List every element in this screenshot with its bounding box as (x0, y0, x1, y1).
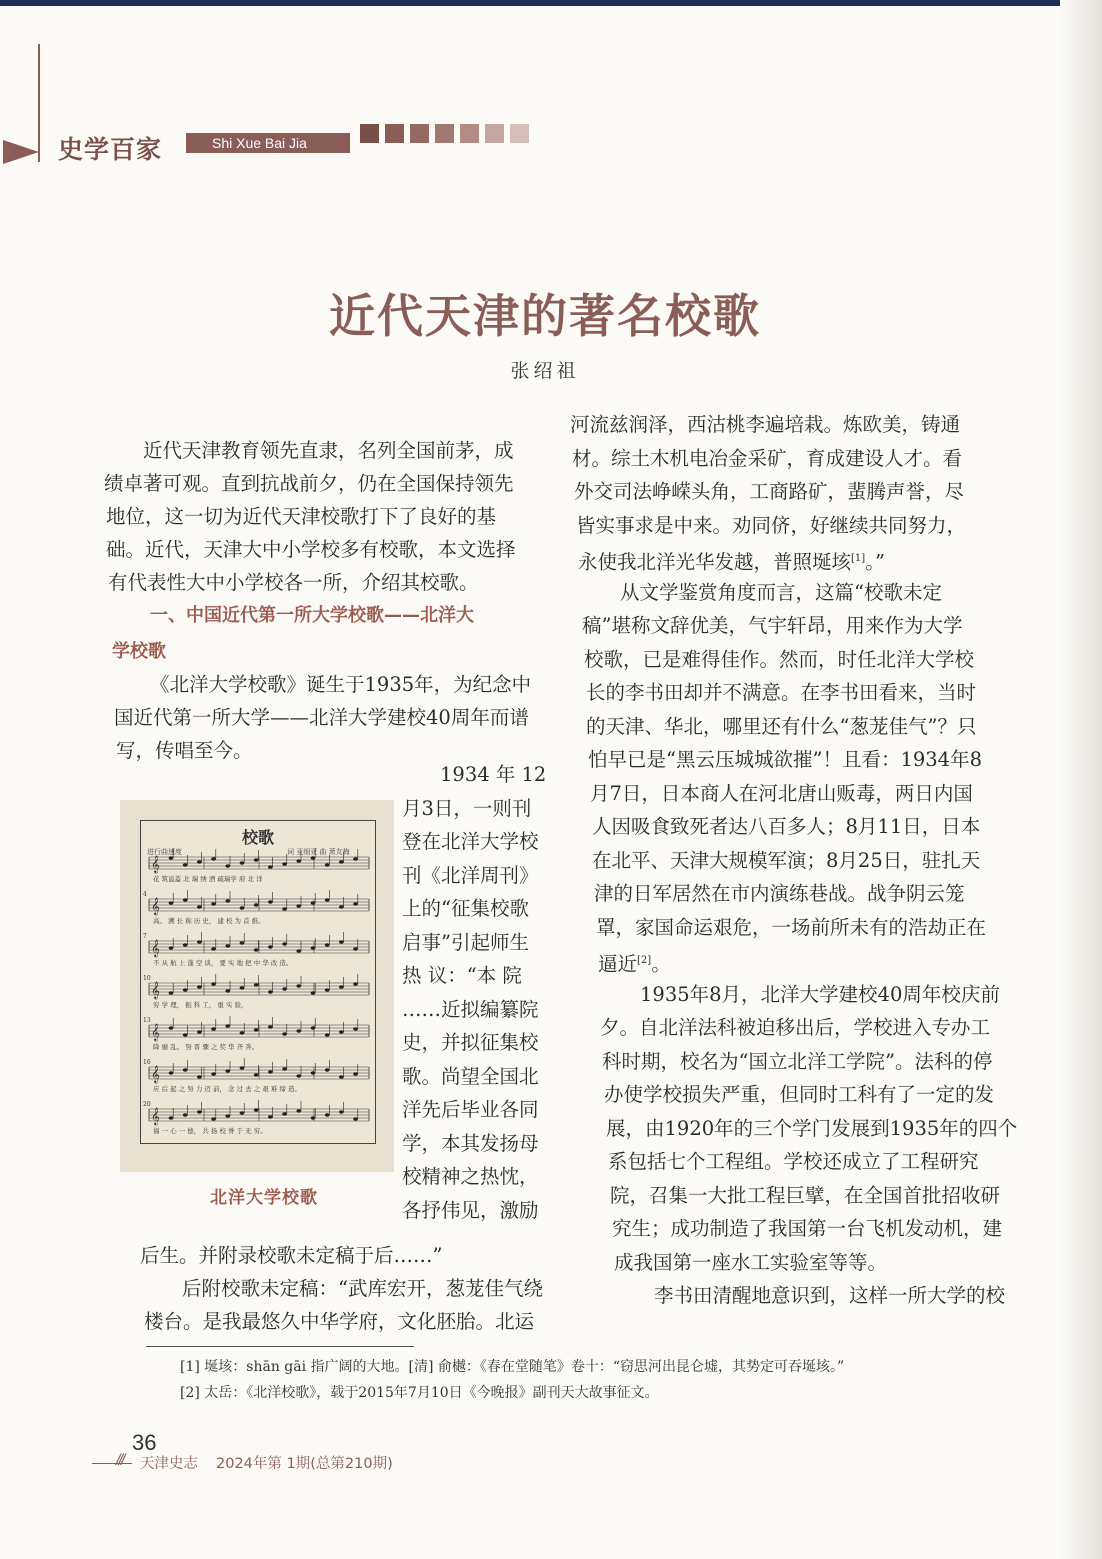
score-frame (140, 820, 376, 1144)
measure-number: 13 (143, 1017, 151, 1024)
page-gutter-shadow (1060, 0, 1102, 1559)
article-title: 近代天津的著名校歌 (329, 289, 761, 343)
note-head (282, 862, 287, 865)
note-head (311, 1026, 316, 1029)
note-head (282, 1032, 287, 1035)
score-lyric: 降 靡 乱。 努 晋 骤 之 奖 华 齐 奔。 (153, 1043, 259, 1051)
note-head (197, 940, 202, 943)
text-line: 歌。尚望全国北 (402, 1064, 539, 1088)
text-line: 夕。自北洋法科被迫移出后，学校进入专办工 (600, 1016, 991, 1039)
note-head (211, 982, 216, 985)
text-line: 罩，家国命运艰危，一场前所未有的浩劫正在 (596, 915, 987, 939)
text-line: 刊《北洋周刊》 (402, 863, 539, 887)
line-tail: 。” (865, 550, 885, 574)
text-line: 稿”堪称文辞优美，气宇轩昂，用来作为大学 (582, 614, 963, 637)
text-line: 成我国第一座水工实验室等等。 (614, 1250, 888, 1274)
section-title-en: Shi Xue Bai Jia (186, 133, 350, 153)
note-head (282, 1112, 287, 1115)
text-line: ……近拟编纂院 (402, 997, 539, 1021)
note-head (325, 1033, 330, 1036)
note-head (268, 900, 273, 903)
header-square (360, 124, 379, 143)
score-lyric: 应 后 起 之 努 力 迈 前， 念 过 去 之 艰 难 缔 造。 (153, 1085, 301, 1093)
note-head (169, 1116, 174, 1119)
text-line: 究生；成功制造了我国第一台飞机发动机，建 (612, 1217, 1003, 1240)
note-head (311, 991, 316, 994)
text-line: 科时期，校名为“国立北洋工学院”。法科的停 (602, 1049, 993, 1073)
note-head (183, 898, 188, 901)
note-head (268, 1025, 273, 1028)
note-head (296, 1074, 301, 1077)
text-line: 永使我北洋光华发越，普照埏垓[1]。” (578, 550, 885, 574)
note-head (311, 1116, 316, 1119)
footnote-1: [1] 埏垓：shān gāi 指广阔的大地。[清] 俞樾：《春在堂随笔》卷十：“窃思河出昆仑墟，其势定可吞埏垓。” (180, 1359, 845, 1375)
text-line: 皆实事求是中来。劝同侪，好继续共同努力， (576, 513, 967, 537)
note-head (183, 988, 188, 991)
note-head (296, 984, 301, 987)
text-line: 的天津、华北，哪里还有什么“葱茏佳气”？只 (586, 714, 977, 738)
note-head (268, 1115, 273, 1118)
note-head (353, 947, 358, 950)
note-head (325, 1068, 330, 1071)
note-head (282, 942, 287, 945)
text-line: 国近代第一所大学——北洋大学建校40周年而谱 (114, 706, 529, 729)
note-head (225, 1024, 230, 1027)
text-line: 洋先后毕业各同 (402, 1098, 539, 1121)
note-head (353, 1072, 358, 1075)
treble-clef-icon: 𝄞 (151, 1065, 160, 1083)
note-head (169, 946, 174, 949)
text-line: 学，本其发扬母 (402, 1131, 539, 1155)
score-credit: 词 亚细亚 曲 萧友梅 (287, 848, 350, 856)
note-head (325, 1113, 330, 1116)
text-line: 办使学校损失严重，但同时工科有了一定的发 (604, 1083, 995, 1106)
footnote-rule (146, 1346, 414, 1347)
text-line: 外交司法峥嵘头角，工商路矿，蜚腾声誉，尽 (574, 480, 965, 503)
header-square (410, 124, 429, 143)
footer-slash-icon: /// (116, 1452, 124, 1469)
text-line: 从文学鉴赏角度而言，这篇“校歌未定 (620, 580, 942, 604)
note-head (268, 945, 273, 948)
note-head (296, 1029, 301, 1032)
score-lyric: 穷 学 理， 振 科 工， 重 实 验， (153, 1001, 248, 1009)
note-head (225, 864, 230, 867)
header-square (510, 124, 529, 143)
note-head (240, 906, 245, 909)
measure-number: 7 (143, 933, 147, 940)
text-line: 河流兹润泽，西沽桃李遍培栽。炼欧美，铸通 (570, 413, 961, 436)
note-head (197, 860, 202, 863)
note-head (225, 899, 230, 902)
footer-issue: 2024年第 1期(总第210期) (216, 1456, 393, 1472)
measure-number: 10 (143, 975, 151, 982)
note-head (353, 1117, 358, 1120)
note-head (325, 988, 330, 991)
footer-rule (92, 1463, 132, 1464)
text-line: 史，并拟征集校 (402, 1031, 539, 1054)
text-line: 津的日军居然在市内演练巷战。战争阴云笼 (594, 882, 965, 905)
note-head (197, 905, 202, 908)
text-line: 月7日，日本商人在河北唐山贩毒，两日内国 (590, 781, 973, 805)
text-line: 院，召集一大批工程巨擘，在全国首批招收研 (610, 1183, 1001, 1207)
note-head (268, 990, 273, 993)
footnote-2: [2] 太岳：《北洋校歌》，载于2015年7月10日《今晚报》副刊天大故事征文。 (180, 1385, 659, 1401)
note-head (169, 856, 174, 859)
text-line: 有代表性大中小学校各一所，介绍其校歌。 (108, 571, 479, 594)
note-head (225, 1114, 230, 1117)
note-head (282, 907, 287, 910)
note-head (339, 1110, 344, 1113)
note-head (353, 1027, 358, 1030)
note-head (240, 941, 245, 944)
note-head (211, 947, 216, 950)
note-head (339, 1075, 344, 1078)
line-tail: 。 (651, 952, 671, 976)
note-head (197, 985, 202, 988)
note-head (211, 857, 216, 860)
note-head (240, 1066, 245, 1069)
note-head (211, 1072, 216, 1075)
note-head (254, 1028, 259, 1031)
text-line: 热 议：“本 院 (402, 964, 522, 987)
score-lyric: 不 从 航 上 蓬 空 谈， 要 实 地 把 中 华 改 造。 (153, 959, 293, 967)
note-head (183, 863, 188, 866)
note-head (296, 904, 301, 907)
note-head (254, 1108, 259, 1111)
header-square (435, 124, 454, 143)
text-line: 一、中国近代第一所大学校歌——北洋大 (150, 605, 474, 626)
note-head (268, 865, 273, 868)
text-line: 学校歌 (112, 641, 166, 662)
note-head (225, 1069, 230, 1072)
text-line: 楼台。是我最悠久中华学府，文化胚胎。北运 (144, 1310, 535, 1333)
note-head (254, 858, 259, 861)
note-head (254, 983, 259, 986)
note-head (183, 1113, 188, 1116)
score-title: 校歌 (241, 828, 274, 847)
note-head (183, 943, 188, 946)
treble-clef-icon: 𝄞 (151, 855, 160, 873)
text-line: 地位，这一切为近代天津校歌打下了良好的基 (106, 505, 497, 528)
note-head (240, 861, 245, 864)
note-head (282, 1067, 287, 1070)
score-tempo: 进行曲速度 (147, 848, 182, 856)
treble-clef-icon: 𝄞 (151, 981, 160, 999)
text-line: 逼近[2]。 (598, 952, 671, 976)
note-head (339, 860, 344, 863)
text-line: 人因吸食致死者达八百多人；8月11日，日本 (592, 815, 981, 838)
score-lyric: 花 筑溢蓋 北 瑞 绣 酒 疏瑞学 府 北 洋 (153, 875, 263, 883)
treble-clef-icon: 𝄞 (151, 939, 160, 957)
text-line: 础。近代，天津大中小学校多有校歌，本文选择 (106, 538, 516, 561)
note-head (311, 946, 316, 949)
treble-clef-icon: 𝄞 (151, 1023, 160, 1041)
text-line: 校歌，已是难得佳作。然而，时任北洋大学校 (584, 647, 975, 671)
note-head (296, 859, 301, 862)
note-head (254, 903, 259, 906)
note-head (254, 948, 259, 951)
footnote-ref-2: [2] (637, 955, 652, 966)
note-head (339, 905, 344, 908)
note-head (311, 856, 316, 859)
text-line: 材。综土木机电冶金采矿，育成建设人才。看 (572, 446, 963, 470)
text-line: 李书田清醒地意识到，这样一所大学的校 (654, 1284, 1006, 1307)
header-triangle-icon (3, 140, 39, 164)
text-line: 后附校歌未定稿：“武库宏开，葱茏佳气绕 (182, 1277, 543, 1300)
text-line: 登在北洋大学校 (402, 830, 539, 853)
note-head (240, 1111, 245, 1114)
note-head (296, 1109, 301, 1112)
score-figure (120, 800, 394, 1172)
text-line: 怕早已是“黑云压城城欲摧”！且看：1934年8 (588, 748, 982, 771)
text-line: 《北洋大学校歌》诞生于1935年，为纪念中 (150, 673, 532, 696)
text-line: 1934 年 12 (440, 763, 547, 786)
score-staves (141, 821, 375, 1143)
text-line: 月3日，一则刊 (402, 796, 532, 820)
text-line: 在北平、天津大规模军演；8月25日，驻扎天 (592, 848, 981, 872)
note-head (211, 902, 216, 905)
text-line: 近代天津教育领先直隶，名列全国前茅，成 (143, 439, 514, 462)
header-squares (360, 124, 529, 143)
note-head (240, 1031, 245, 1034)
note-head (197, 1030, 202, 1033)
note-head (296, 949, 301, 952)
note-head (353, 902, 358, 905)
note-head (169, 901, 174, 904)
treble-clef-icon: 𝄞 (151, 1107, 160, 1125)
note-head (311, 901, 316, 904)
measure-number: 16 (143, 1059, 151, 1066)
footer-journal: 天津史志 (140, 1456, 198, 1472)
note-head (325, 943, 330, 946)
note-head (169, 991, 174, 994)
note-head (197, 1110, 202, 1113)
score-lyric: 高。 溯 长 称 历 史， 建 校 为 首 推。 (153, 917, 265, 925)
note-head (183, 1033, 188, 1036)
text-line: 写，传唱至今。 (116, 739, 253, 762)
section-title: 史学百家 (58, 135, 163, 164)
note-head (353, 982, 358, 985)
page-number: 36 (132, 1430, 157, 1455)
note-head (254, 1073, 259, 1076)
header-square (385, 124, 404, 143)
note-head (325, 898, 330, 901)
scan-edge-top (0, 0, 1102, 6)
note-head (325, 863, 330, 866)
note-head (240, 986, 245, 989)
text-line: 启事”引起师生 (402, 930, 529, 954)
text-line: 展，由1920年的三个学门发展到1935年的四个 (606, 1116, 1018, 1140)
note-head (311, 1071, 316, 1074)
note-head (339, 940, 344, 943)
note-head (211, 1117, 216, 1120)
note-head (197, 1075, 202, 1078)
text-line: 上的“征集校歌 (402, 897, 529, 920)
measure-number: 20 (143, 1101, 151, 1108)
measure-number: 4 (143, 891, 147, 898)
note-head (268, 1070, 273, 1073)
text-line: 后生。并附录校歌未定稿于后……” (140, 1244, 443, 1267)
figure-caption: 北洋大学校歌 (210, 1188, 318, 1208)
note-head (339, 1030, 344, 1033)
note-head (169, 1071, 174, 1074)
note-head (183, 1068, 188, 1071)
note-head (225, 989, 230, 992)
text-line: 系包括七个工程组。学校还成立了工程研究 (608, 1150, 979, 1173)
note-head (211, 1027, 216, 1030)
treble-clef-icon: 𝄞 (151, 897, 160, 915)
footnote-ref-1: [1] (851, 553, 866, 564)
note-head (169, 1026, 174, 1029)
header-square (485, 124, 504, 143)
note-head (282, 987, 287, 990)
text-line: 长的李书田却并不满意。在李书田看来，当时 (586, 681, 977, 704)
text-line: 各抒伟见，激励 (402, 1198, 539, 1222)
text-line: 1935年8月，北洋大学建校40周年校庆前 (640, 982, 1000, 1006)
note-head (339, 985, 344, 988)
text-line: 校精神之热忱， (402, 1165, 539, 1188)
note-head (225, 944, 230, 947)
score-lyric: 福 一 心 一 德， 共 扬 校 誉 于 无 穷。 (153, 1127, 267, 1135)
article-author: 张绍祖 (510, 360, 580, 382)
text-line: 绩卓著可观。直到抗战前夕，仍在全国保持领先 (104, 472, 514, 495)
header-square (460, 124, 479, 143)
note-head (353, 857, 358, 860)
